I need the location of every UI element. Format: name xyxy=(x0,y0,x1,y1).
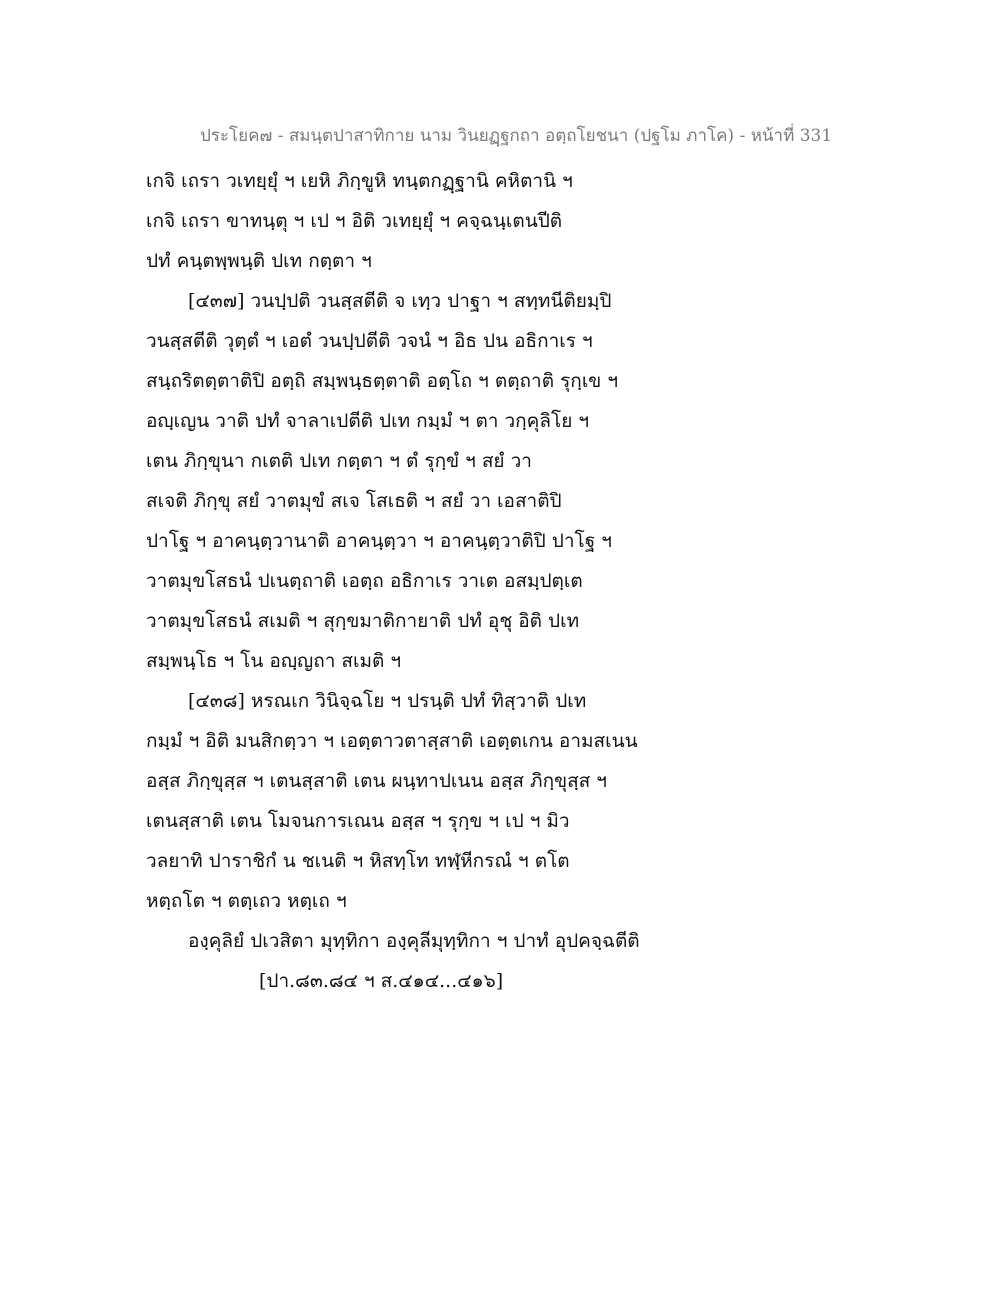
text-line: เกจิ เถรา ขาทนฺตุ ฯ เป ฯ อิติ วเทยฺยุํ ฯ คจฺฉนฺเตนปีติ xyxy=(146,210,563,232)
text-line: อสฺส ภิกฺขุสฺส ฯ เตนสฺสาติ เตน ผนฺทาปเนน อสฺส ภิกฺขุสฺส ฯ xyxy=(146,770,607,792)
text-line: วลยาทิ ปาราชิกํ น ชเนติ ฯ หิสทฺโท ทฬฺหีกรณํ ฯ ตโต xyxy=(146,850,570,872)
text-line: กมฺมํ ฯ อิติ มนสิกตฺวา ฯ เอตฺตาวตาสฺสาติ เอตฺตเกน อามสเนน xyxy=(146,730,638,752)
text-line: หตฺถโต ฯ ตตฺเถว หตฺเถ ฯ xyxy=(146,890,347,912)
text-line: สมฺพนฺโธ ฯ โน อญฺญถา สเมติ ฯ xyxy=(146,650,402,672)
running-header: ประโยค๗ - สมนฺตปาสาทิกาย นาม วินยฏฺฐกถา อตฺถโยชนา (ปฐโม ภาโค) - หน้าที่ 331 xyxy=(200,126,833,146)
page-body xyxy=(146,161,976,1001)
text-line: เตน ภิกฺขุนา กเตติ ปเท กตฺตา ฯ ตํ รุกฺขํ ฯ สยํ วา xyxy=(146,450,532,472)
text-line: ปทํ คนฺตพฺพนฺติ ปเท กตฺตา ฯ xyxy=(146,250,372,272)
text-line: เตนสฺสาติ เตน โมจนการเณน อสฺส ฯ รุกฺข ฯ เป ฯ มิว xyxy=(146,810,570,832)
text-line: วาตมุขโสธนํ สเมติ ฯ สุกฺขมาติกายาติ ปทํ อุชุ อิติ ปเท xyxy=(146,610,580,632)
paragraph-start: องฺคุลิยํ ปเวสิตา มุทฺทิกา องฺคุลีมุทฺทิกา ฯ ปาทํ อุปคจฺฉตีติ xyxy=(188,930,640,952)
text-line: อญฺเญน วาติ ปทํ จาลาเปตีติ ปเท กมฺมํ ฯ ตา วกฺคุลิโย ฯ xyxy=(146,410,590,432)
text-line: สนฺถริตตฺตาติปิ อตฺถิ สมฺพนฺธตฺตาติ อตฺโถ ฯ ตตฺถาติ รุกฺเข ฯ xyxy=(146,370,619,392)
text-line: วาตมุขโสธนํ ปเนตฺถาติ เอตฺถ อธิกาเร วาเต อสมฺปตฺเต xyxy=(146,570,583,592)
paragraph-start-437: [๔๓๗] วนปฺปติ วนสฺสตีติ จ เทฺว ปาฐา ฯ สทฺทนีติยมฺปิ xyxy=(188,290,612,312)
text-line: ปาโฐ ฯ อาคนฺตฺวานาติ อาคนฺตฺวา ฯ อาคนฺตฺวาติปิ ปาโฐ ฯ xyxy=(146,530,612,552)
paragraph-start-438: [๔๓๘] หรณเก วินิจฺฉโย ฯ ปรนฺติ ปทํ ทิสฺวาติ ปเท xyxy=(188,690,587,712)
text-line: เกจิ เถรา วเทยฺยุํ ฯ เยหิ ภิกฺขูหิ ทนฺตกฏฺฐานิ คหิตานิ ฯ xyxy=(146,170,573,192)
text-line: สเจติ ภิกฺขุ สยํ วาตมุขํ สเจ โสเธติ ฯ สยํ วา เอสาติปิ xyxy=(146,490,562,512)
text-line: วนสฺสตีติ วุตฺตํ ฯ เอตํ วนปฺปตีติ วจนํ ฯ อิธ ปน อธิกาเร ฯ xyxy=(146,330,593,352)
reference-line: [ปา.๘๓.๘๔ ฯ ส.๔๑๔...๔๑๖] xyxy=(259,970,504,992)
